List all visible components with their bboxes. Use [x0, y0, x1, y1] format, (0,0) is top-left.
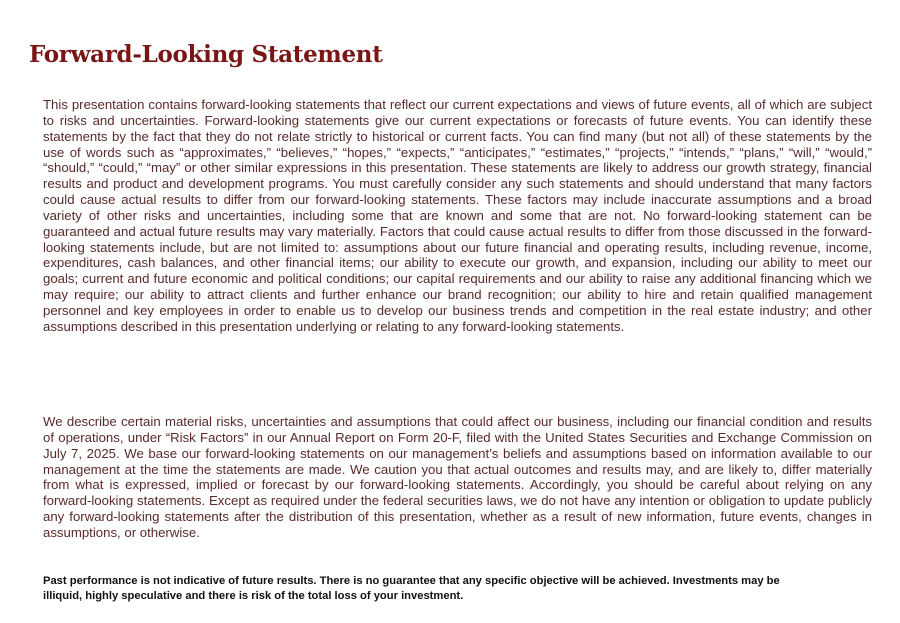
page-title: Forward-Looking Statement	[29, 41, 383, 68]
statement-paragraph-2: We describe certain material risks, uncertainties and assumptions that could affect our business, including our financial condition and results of operations, under “Risk Factors” in our Annual Report on Form 20-F, filed with the United States Securities and Exchange Commission on July 7, 2025. We base our forward-looking statements on our management’s beliefs and assumptions based on information available to our management at the time the statements are made. We caution you that actual outcomes and results may, and are likely to, differ materially from what is expressed, implied or forecast by our forward-looking statements. Accordingly, you should be careful about relying on any forward-looking statements. Except as required under the federal securities laws, we do not have any intention or obligation to update publicly any forward-looking statements after the distribution of this presentation, whether as a result of new information, future events, changes in assumptions, or otherwise.	[43, 414, 872, 540]
disclaimer-text: Past performance is not indicative of future results. There is no guarantee that any specific objective will be achieved. Investments may be illiquid, highly speculative and there is risk of the total loss of your investment.	[43, 575, 780, 602]
statement-paragraph-1: This presentation contains forward-looking statements that reflect our current expectations and views of future events, all of which are subject to risks and uncertainties. Forward-looking statements give our current expectations or forecasts of future events. You can identify these statements by the fact that they do not relate strictly to historical or current facts. You can find many (but not all) of these statements by the use of words such as “approximates,” “believes,” “hopes,” “expects,” “anticipates,” “estimates,” “projects,” “intends,” “plans,” “will,” “would,” “should,” “could,” “may” or other similar expressions in this presentation. These statements are likely to address our growth strategy, financial results and product and development programs. You must carefully consider any such statements and should understand that many factors could cause actual results to differ from our forward-looking statements. These factors may include inaccurate assumptions and a broad variety of other risks and uncertainties, including some that are known and some that are not. No forward-looking statement can be guaranteed and actual future results may vary materially. Factors that could cause actual results to differ from those discussed in the forward-looking statements include, but are not limited to: assumptions about our future financial and operating results, including revenue, income, expenditures, cash balances, and other financial items; our ability to execute our growth, and expansion, including our ability to meet our goals; current and future economic and political conditions; our capital requirements and our ability to raise any additional financing which we may require; our ability to attract clients and further enhance our brand recognition; our ability to hire and retain qualified management personnel and key employees in order to enable us to develop our business trends and competition in the real estate industry; and other assumptions described in this presentation underlying or relating to any forward-looking statements.	[43, 97, 872, 334]
